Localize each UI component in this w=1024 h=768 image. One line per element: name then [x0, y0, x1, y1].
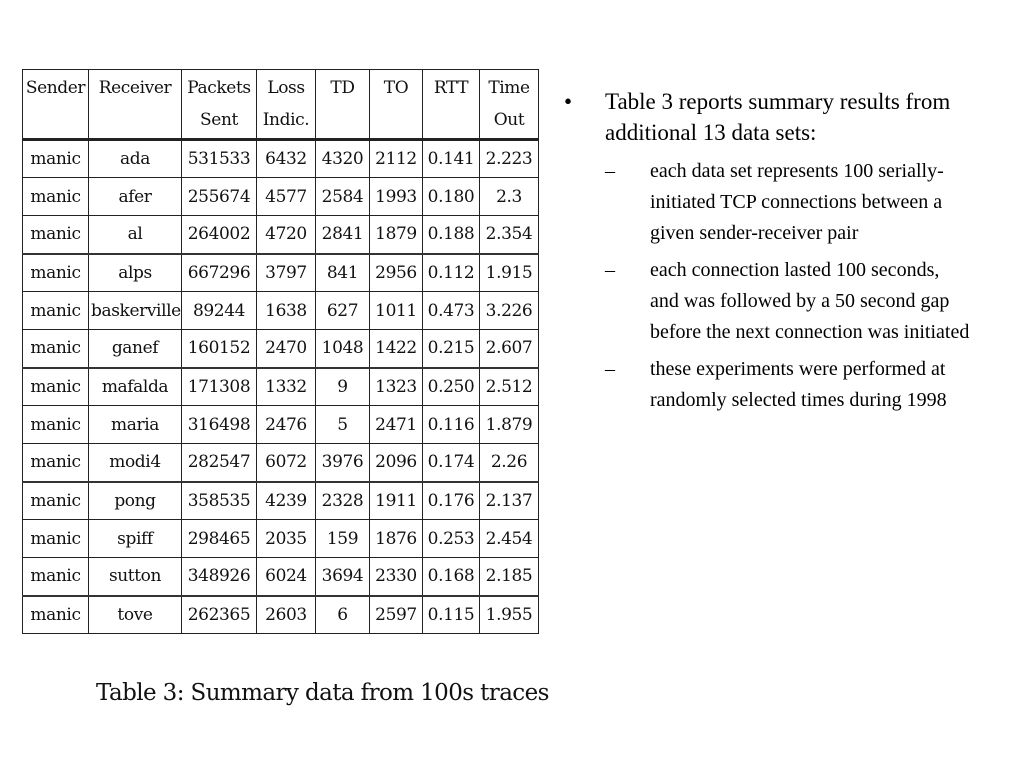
- cell-time-out: 2.512: [480, 368, 539, 406]
- cell-loss-indic: 2476: [257, 406, 316, 444]
- header-rtt-line: RTT: [433, 78, 469, 98]
- header-timeout-line-2: Out: [493, 110, 525, 130]
- cell-loss-indic: 3797: [257, 254, 316, 292]
- header-packets-line-2: Sent: [200, 110, 238, 130]
- cell-rtt: 0.253: [423, 520, 480, 558]
- cell-loss-indic: 1638: [257, 292, 316, 330]
- notes-panel: [562, 86, 992, 422]
- cell-time-out: 3.226: [480, 292, 539, 330]
- cell-loss-indic: 4720: [257, 216, 316, 254]
- table-caption: Table 3: Summary data from 100s traces: [96, 680, 549, 706]
- header-loss-line-1: Loss: [267, 78, 305, 98]
- cell-receiver: baskerville: [89, 292, 182, 330]
- cell-to: 2597: [370, 596, 423, 634]
- cell-loss-indic: 2603: [257, 596, 316, 634]
- table-row: [23, 520, 539, 558]
- cell-sender: manic: [23, 292, 89, 330]
- table-header-row: [23, 70, 539, 140]
- cell-to: 1993: [370, 178, 423, 216]
- cell-packets-sent: 667296: [182, 254, 257, 292]
- sub-bullet-item: [603, 354, 992, 416]
- header-to-line: TO: [383, 78, 409, 98]
- cell-packets-sent: 316498: [182, 406, 257, 444]
- cell-loss-indic: 4577: [257, 178, 316, 216]
- cell-sender: manic: [23, 216, 89, 254]
- cell-rtt: 0.115: [423, 596, 480, 634]
- table-row: [23, 178, 539, 216]
- cell-rtt: 0.176: [423, 482, 480, 520]
- cell-loss-indic: 1332: [257, 368, 316, 406]
- cell-rtt: 0.141: [423, 140, 480, 178]
- header-timeout-line-1: Time: [488, 78, 530, 98]
- cell-receiver: sutton: [89, 558, 182, 596]
- cell-to: 1879: [370, 216, 423, 254]
- cell-sender: manic: [23, 444, 89, 482]
- table-row: [23, 444, 539, 482]
- cell-td: 9: [316, 368, 370, 406]
- table-row: [23, 558, 539, 596]
- cell-time-out: 1.879: [480, 406, 539, 444]
- cell-packets-sent: 160152: [182, 330, 257, 368]
- table-row: [23, 596, 539, 634]
- cell-to: 1876: [370, 520, 423, 558]
- bullet-icon: •: [564, 89, 573, 114]
- cell-sender: manic: [23, 368, 89, 406]
- cell-rtt: 0.180: [423, 178, 480, 216]
- cell-rtt: 0.250: [423, 368, 480, 406]
- header-receiver-line: Receiver: [98, 78, 172, 98]
- dash-icon: –: [605, 160, 615, 182]
- table-row: [23, 330, 539, 368]
- sub-bullet-text: each connection lasted 100 seconds, and was followed by a 50 second gap before the next connection was initiated: [650, 259, 970, 343]
- cell-td: 3976: [316, 444, 370, 482]
- table-row: [23, 368, 539, 406]
- cell-td: 627: [316, 292, 370, 330]
- dash-icon: –: [605, 259, 615, 281]
- header-loss-line-2: Indic.: [262, 110, 310, 130]
- cell-rtt: 0.188: [423, 216, 480, 254]
- table-row: [23, 254, 539, 292]
- cell-td: 6: [316, 596, 370, 634]
- cell-to: 1011: [370, 292, 423, 330]
- sub-bullet-list: [562, 156, 992, 416]
- main-bullet-text: Table 3 reports summary results from additional 13 data sets:: [605, 89, 951, 145]
- cell-packets-sent: 358535: [182, 482, 257, 520]
- header-td-line: TD: [330, 78, 355, 98]
- cell-sender: manic: [23, 330, 89, 368]
- cell-to: 2096: [370, 444, 423, 482]
- cell-to: 2471: [370, 406, 423, 444]
- sub-bullet-item: [603, 255, 992, 348]
- cell-sender: manic: [23, 140, 89, 178]
- cell-sender: manic: [23, 178, 89, 216]
- cell-time-out: 2.26: [480, 444, 539, 482]
- cell-rtt: 0.168: [423, 558, 480, 596]
- cell-to: 1911: [370, 482, 423, 520]
- dash-icon: –: [605, 358, 615, 380]
- cell-time-out: 2.185: [480, 558, 539, 596]
- header-sender-line: Sender: [25, 78, 86, 98]
- cell-receiver: ada: [89, 140, 182, 178]
- sub-bullet-text: each data set represents 100 serially-initiated TCP connections between a given sender-receiver pair: [650, 160, 944, 244]
- header-packets-sent: [182, 70, 257, 140]
- cell-packets-sent: 348926: [182, 558, 257, 596]
- header-rtt: [423, 70, 480, 140]
- cell-receiver: pong: [89, 482, 182, 520]
- sub-bullet-item: [603, 156, 992, 249]
- cell-packets-sent: 264002: [182, 216, 257, 254]
- cell-loss-indic: 6024: [257, 558, 316, 596]
- header-to: [370, 70, 423, 140]
- table-body: [23, 140, 539, 634]
- cell-td: 5: [316, 406, 370, 444]
- summary-table: [22, 69, 539, 634]
- cell-time-out: 2.607: [480, 330, 539, 368]
- cell-time-out: 2.354: [480, 216, 539, 254]
- table-row: [23, 292, 539, 330]
- header-td: [316, 70, 370, 140]
- table-row: [23, 406, 539, 444]
- cell-packets-sent: 531533: [182, 140, 257, 178]
- table-row: [23, 140, 539, 178]
- cell-packets-sent: 171308: [182, 368, 257, 406]
- cell-to: 1422: [370, 330, 423, 368]
- header-sender: [23, 70, 89, 140]
- cell-rtt: 0.112: [423, 254, 480, 292]
- cell-packets-sent: 255674: [182, 178, 257, 216]
- cell-td: 2328: [316, 482, 370, 520]
- header-loss-indic: [257, 70, 316, 140]
- main-bullet: [562, 86, 992, 148]
- cell-receiver: mafalda: [89, 368, 182, 406]
- cell-td: 2841: [316, 216, 370, 254]
- cell-sender: manic: [23, 596, 89, 634]
- cell-receiver: spiff: [89, 520, 182, 558]
- cell-packets-sent: 262365: [182, 596, 257, 634]
- cell-rtt: 0.174: [423, 444, 480, 482]
- header-packets-line-1: Packets: [187, 78, 251, 98]
- cell-packets-sent: 298465: [182, 520, 257, 558]
- cell-td: 841: [316, 254, 370, 292]
- cell-receiver: tove: [89, 596, 182, 634]
- cell-loss-indic: 2470: [257, 330, 316, 368]
- cell-time-out: 2.223: [480, 140, 539, 178]
- cell-loss-indic: 6432: [257, 140, 316, 178]
- cell-time-out: 2.137: [480, 482, 539, 520]
- cell-loss-indic: 6072: [257, 444, 316, 482]
- header-receiver: [89, 70, 182, 140]
- cell-time-out: 1.955: [480, 596, 539, 634]
- cell-receiver: alps: [89, 254, 182, 292]
- cell-time-out: 2.454: [480, 520, 539, 558]
- cell-td: 159: [316, 520, 370, 558]
- cell-rtt: 0.116: [423, 406, 480, 444]
- cell-to: 2112: [370, 140, 423, 178]
- cell-receiver: modi4: [89, 444, 182, 482]
- cell-sender: manic: [23, 406, 89, 444]
- cell-to: 2956: [370, 254, 423, 292]
- cell-to: 1323: [370, 368, 423, 406]
- cell-sender: manic: [23, 520, 89, 558]
- cell-receiver: al: [89, 216, 182, 254]
- table-row: [23, 482, 539, 520]
- cell-receiver: ganef: [89, 330, 182, 368]
- cell-td: 1048: [316, 330, 370, 368]
- header-time-out: [480, 70, 539, 140]
- cell-packets-sent: 89244: [182, 292, 257, 330]
- cell-packets-sent: 282547: [182, 444, 257, 482]
- cell-time-out: 2.3: [480, 178, 539, 216]
- cell-td: 2584: [316, 178, 370, 216]
- sub-bullet-text: these experiments were performed at randomly selected times during 1998: [650, 358, 947, 411]
- cell-rtt: 0.473: [423, 292, 480, 330]
- summary-table-container: [22, 69, 538, 634]
- table-row: [23, 216, 539, 254]
- cell-loss-indic: 2035: [257, 520, 316, 558]
- cell-td: 3694: [316, 558, 370, 596]
- cell-time-out: 1.915: [480, 254, 539, 292]
- cell-to: 2330: [370, 558, 423, 596]
- cell-rtt: 0.215: [423, 330, 480, 368]
- cell-sender: manic: [23, 482, 89, 520]
- cell-receiver: afer: [89, 178, 182, 216]
- cell-sender: manic: [23, 254, 89, 292]
- cell-receiver: maria: [89, 406, 182, 444]
- cell-sender: manic: [23, 558, 89, 596]
- cell-td: 4320: [316, 140, 370, 178]
- cell-loss-indic: 4239: [257, 482, 316, 520]
